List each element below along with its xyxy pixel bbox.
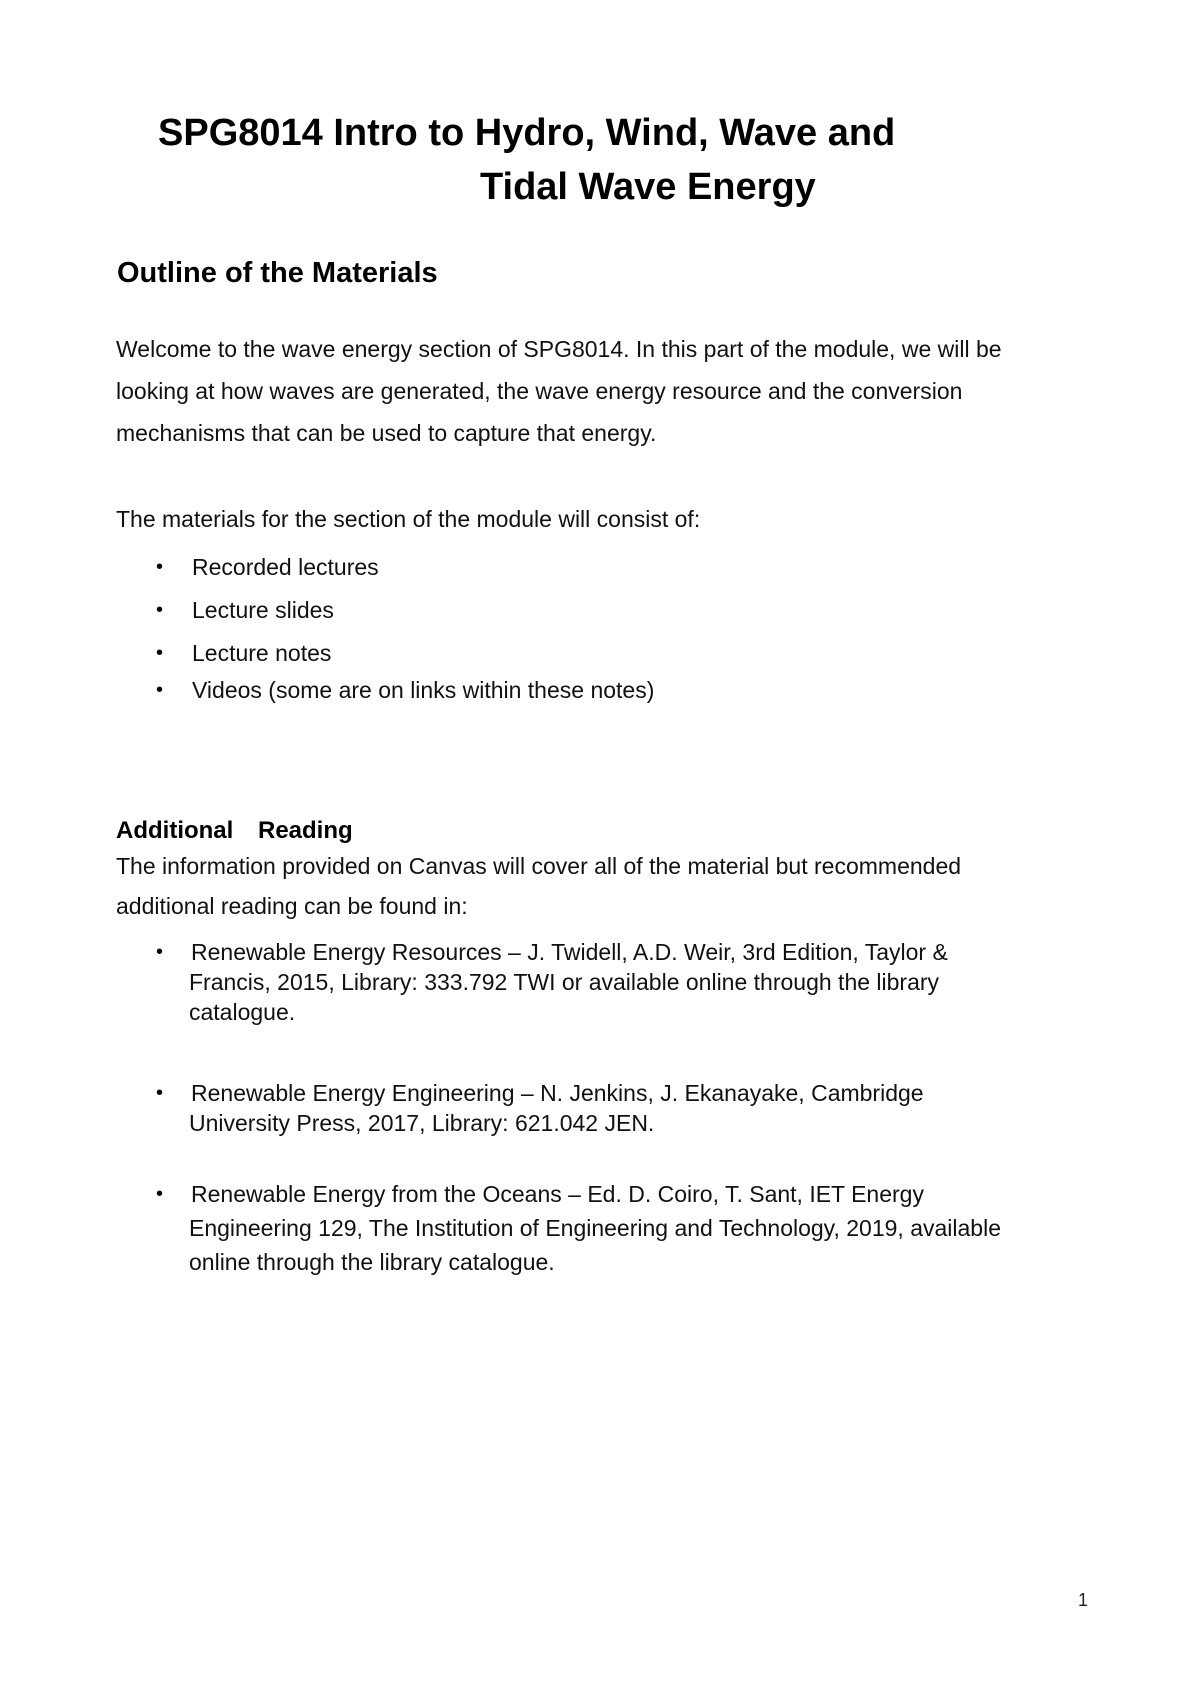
reference-line: online through the library catalogue. xyxy=(189,1249,555,1275)
reference-line: catalogue. xyxy=(189,999,296,1025)
outline-heading: Outline of the Materials xyxy=(117,257,438,289)
intro-line-1: Welcome to the wave energy section of SPG8014. In this part of the module, we will be xyxy=(116,336,1002,362)
list-item: Recorded lectures xyxy=(192,554,379,580)
page-number: 1 xyxy=(1078,1590,1089,1610)
bullet-marker: • xyxy=(156,642,164,664)
intro-line-3: mechanisms that can be used to capture that energy. xyxy=(116,420,657,446)
bullet-marker: • xyxy=(156,556,164,578)
intro-line-2: looking at how waves are generated, the wave energy resource and the conversion xyxy=(116,378,963,404)
bullet-marker: • xyxy=(156,679,164,701)
list-item: Lecture notes xyxy=(192,640,332,666)
bullet-marker: • xyxy=(156,599,164,621)
bullet-marker: • xyxy=(156,1082,164,1104)
reference-line: Engineering 129, The Institution of Engineering and Technology, 2019, available xyxy=(189,1215,1001,1241)
list-item: Lecture slides xyxy=(192,597,334,623)
list-item: Videos (some are on links within these notes) xyxy=(192,677,655,703)
reading-heading: Additional Reading xyxy=(116,817,353,844)
reference-line: Renewable Energy from the Oceans – Ed. D. Coiro, T. Sant, IET Energy xyxy=(191,1181,924,1207)
bullet-marker: • xyxy=(156,941,164,963)
reading-intro-line-1: The information provided on Canvas will cover all of the material but recommended xyxy=(116,853,962,879)
bullet-marker: • xyxy=(156,1183,164,1205)
reference-line: Francis, 2015, Library: 333.792 TWI or available online through the library xyxy=(189,969,940,995)
materials-intro: The materials for the section of the module will consist of: xyxy=(116,506,701,532)
title-line-1: SPG8014 Intro to Hydro, Wind, Wave and xyxy=(158,112,896,154)
reference-line: Renewable Energy Resources – J. Twidell, A.D. Weir, 3rd Edition, Taylor & xyxy=(191,939,948,965)
reference-line: University Press, 2017, Library: 621.042 JEN. xyxy=(189,1110,655,1136)
reading-intro-line-2: additional reading can be found in: xyxy=(116,893,468,919)
title-line-2: Tidal Wave Energy xyxy=(480,166,816,208)
reference-line: Renewable Energy Engineering – N. Jenkins, J. Ekanayake, Cambridge xyxy=(191,1080,924,1106)
